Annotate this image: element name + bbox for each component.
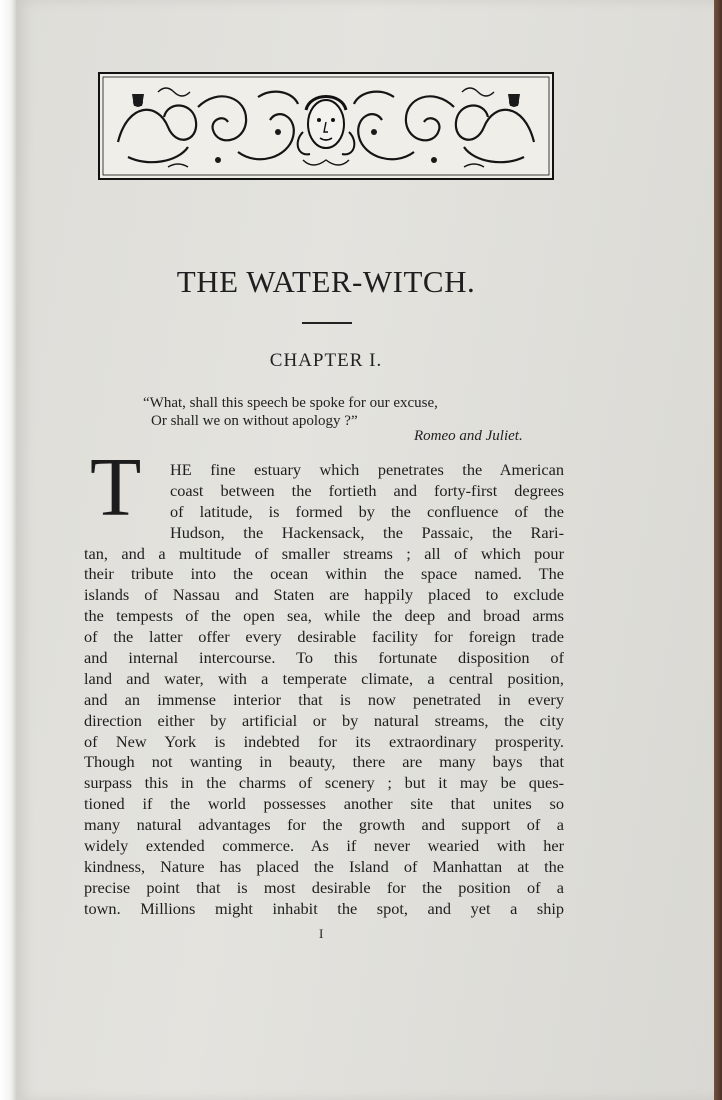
- text-line: Though not wanting in beauty, there are many bays that: [84, 752, 564, 772]
- epigraph-line: “What, shall this speech be spoke for our excuse,: [143, 395, 438, 411]
- body-paragraph: [84, 460, 564, 920]
- text-line: of the latter offer every desirable facility for foreign trade: [84, 627, 564, 647]
- text-line: of New York is indebted for its extraordinary prosperity.: [84, 731, 564, 751]
- title-divider: [302, 322, 352, 324]
- text-line: widely extended commerce. As if never wearied with her: [84, 836, 564, 856]
- text-line: direction either by artificial or by natural streams, the city: [84, 710, 564, 730]
- text-line: of latitude, is formed by the confluence of the: [170, 501, 564, 521]
- text-line: the tempests of the open sea, while the deep and broad arms: [84, 606, 564, 626]
- text-line: tioned if the world possesses another site that unites so: [84, 794, 564, 814]
- text-line: town. Millions might inhabit the spot, and yet a ship: [84, 898, 564, 918]
- text-line: precise point that is most desirable for the position of a: [84, 877, 564, 897]
- text-line: and an immense interior that is now penetrated in every: [84, 689, 564, 709]
- text-line: many natural advantages for the growth and support of a: [84, 815, 564, 835]
- text-line: kindness, Nature has placed the Island of Manhattan at the: [84, 856, 564, 876]
- epigraph-attribution: Romeo and Juliet.: [414, 428, 523, 444]
- text-line: islands of Nassau and Staten are happily placed to exclude: [84, 585, 564, 605]
- text-line: Hudson, the Hackensack, the Passaic, the Rari-: [170, 522, 564, 542]
- book-page: [16, 0, 714, 1100]
- page-number: I: [319, 926, 324, 941]
- chapter-heading: CHAPTER I.: [269, 350, 383, 371]
- text-line: HE fine estuary which penetrates the American: [170, 460, 564, 479]
- text-line: tan, and a multitude of smaller streams ; all of which pour: [84, 543, 564, 563]
- text-line: coast between the fortieth and forty-first degrees: [170, 480, 564, 500]
- text-line: and internal intercourse. To this fortunate disposition of: [84, 648, 564, 668]
- book-title: THE WATER-WITCH.: [176, 264, 476, 299]
- text-line: their tribute into the ocean within the space named. The: [84, 564, 564, 584]
- drop-cap: T: [90, 441, 142, 534]
- epigraph-line: Or shall we on without apology ?”: [151, 413, 358, 429]
- headpiece-ornament-icon: [98, 72, 554, 180]
- text-line: surpass this in the charms of scenery ; but it may be ques-: [84, 773, 564, 793]
- text-line: land and water, with a temperate climate, a central position,: [84, 668, 564, 688]
- epigraph: [143, 394, 563, 430]
